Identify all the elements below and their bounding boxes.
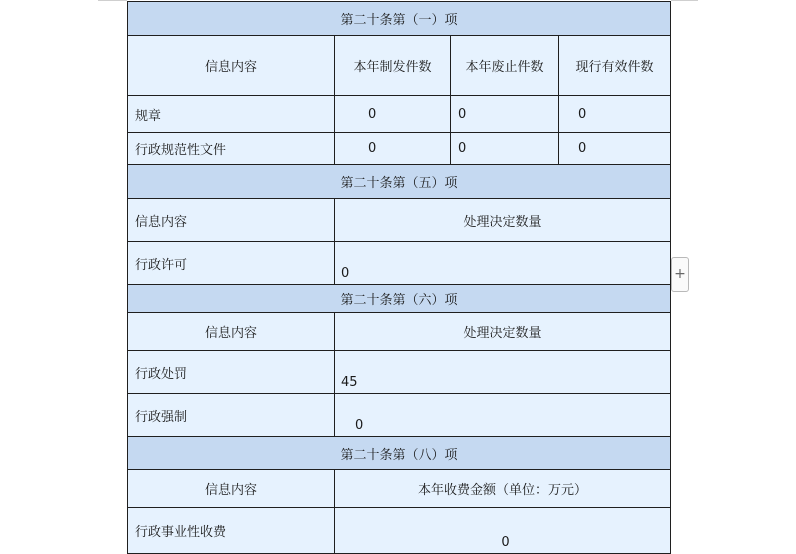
section-header-row	[128, 285, 671, 313]
cell-value: 0	[335, 133, 451, 165]
cell-value: 0	[335, 242, 671, 285]
column-header-row	[128, 199, 671, 242]
column-header-valid: 现行有效件数	[559, 36, 671, 96]
section-header-row	[128, 437, 671, 470]
disclosure-table	[127, 1, 671, 554]
column-header-fee-amount: 本年收费金额（单位：万元）	[335, 470, 671, 508]
page-top-rule-right	[671, 0, 698, 1]
column-header-info: 信息内容	[128, 36, 335, 96]
table-row	[128, 508, 671, 554]
plus-icon: +	[674, 266, 686, 282]
cell-value: 45	[335, 351, 671, 394]
section-header-row	[128, 165, 671, 199]
row-label: 规章	[128, 96, 335, 133]
section-title: 第二十条第（五）项	[128, 165, 671, 199]
column-header-issued: 本年制发件数	[335, 36, 451, 96]
row-label: 行政强制	[128, 394, 335, 437]
column-header-info: 信息内容	[128, 470, 335, 508]
row-label: 行政许可	[128, 242, 335, 285]
section-header-row	[128, 2, 671, 36]
cell-value: 0	[559, 96, 671, 133]
cell-value: 0	[335, 508, 671, 554]
cell-value: 0	[451, 133, 559, 165]
column-header-info: 信息内容	[128, 313, 335, 351]
page-top-rule-left	[98, 0, 127, 1]
cell-value: 0	[335, 394, 671, 437]
add-row-button[interactable]	[671, 257, 689, 292]
table-row	[128, 96, 671, 133]
row-label: 行政处罚	[128, 351, 335, 394]
column-header-abolished: 本年废止件数	[451, 36, 559, 96]
column-header-row	[128, 36, 671, 96]
column-header-info: 信息内容	[128, 199, 335, 242]
row-label: 行政规范性文件	[128, 133, 335, 165]
column-header-decision-count: 处理决定数量	[335, 313, 671, 351]
table-row	[128, 133, 671, 165]
row-label: 行政事业性收费	[128, 508, 335, 554]
table-row	[128, 242, 671, 285]
table-row	[128, 394, 671, 437]
cell-value: 0	[559, 133, 671, 165]
cell-value: 0	[335, 96, 451, 133]
section-title: 第二十条第（六）项	[128, 285, 671, 313]
column-header-row	[128, 470, 671, 508]
table-row	[128, 351, 671, 394]
column-header-decision-count: 处理决定数量	[335, 199, 671, 242]
cell-value: 0	[451, 96, 559, 133]
section-title: 第二十条第（八）项	[128, 437, 671, 470]
column-header-row	[128, 313, 671, 351]
section-title: 第二十条第（一）项	[128, 2, 671, 36]
